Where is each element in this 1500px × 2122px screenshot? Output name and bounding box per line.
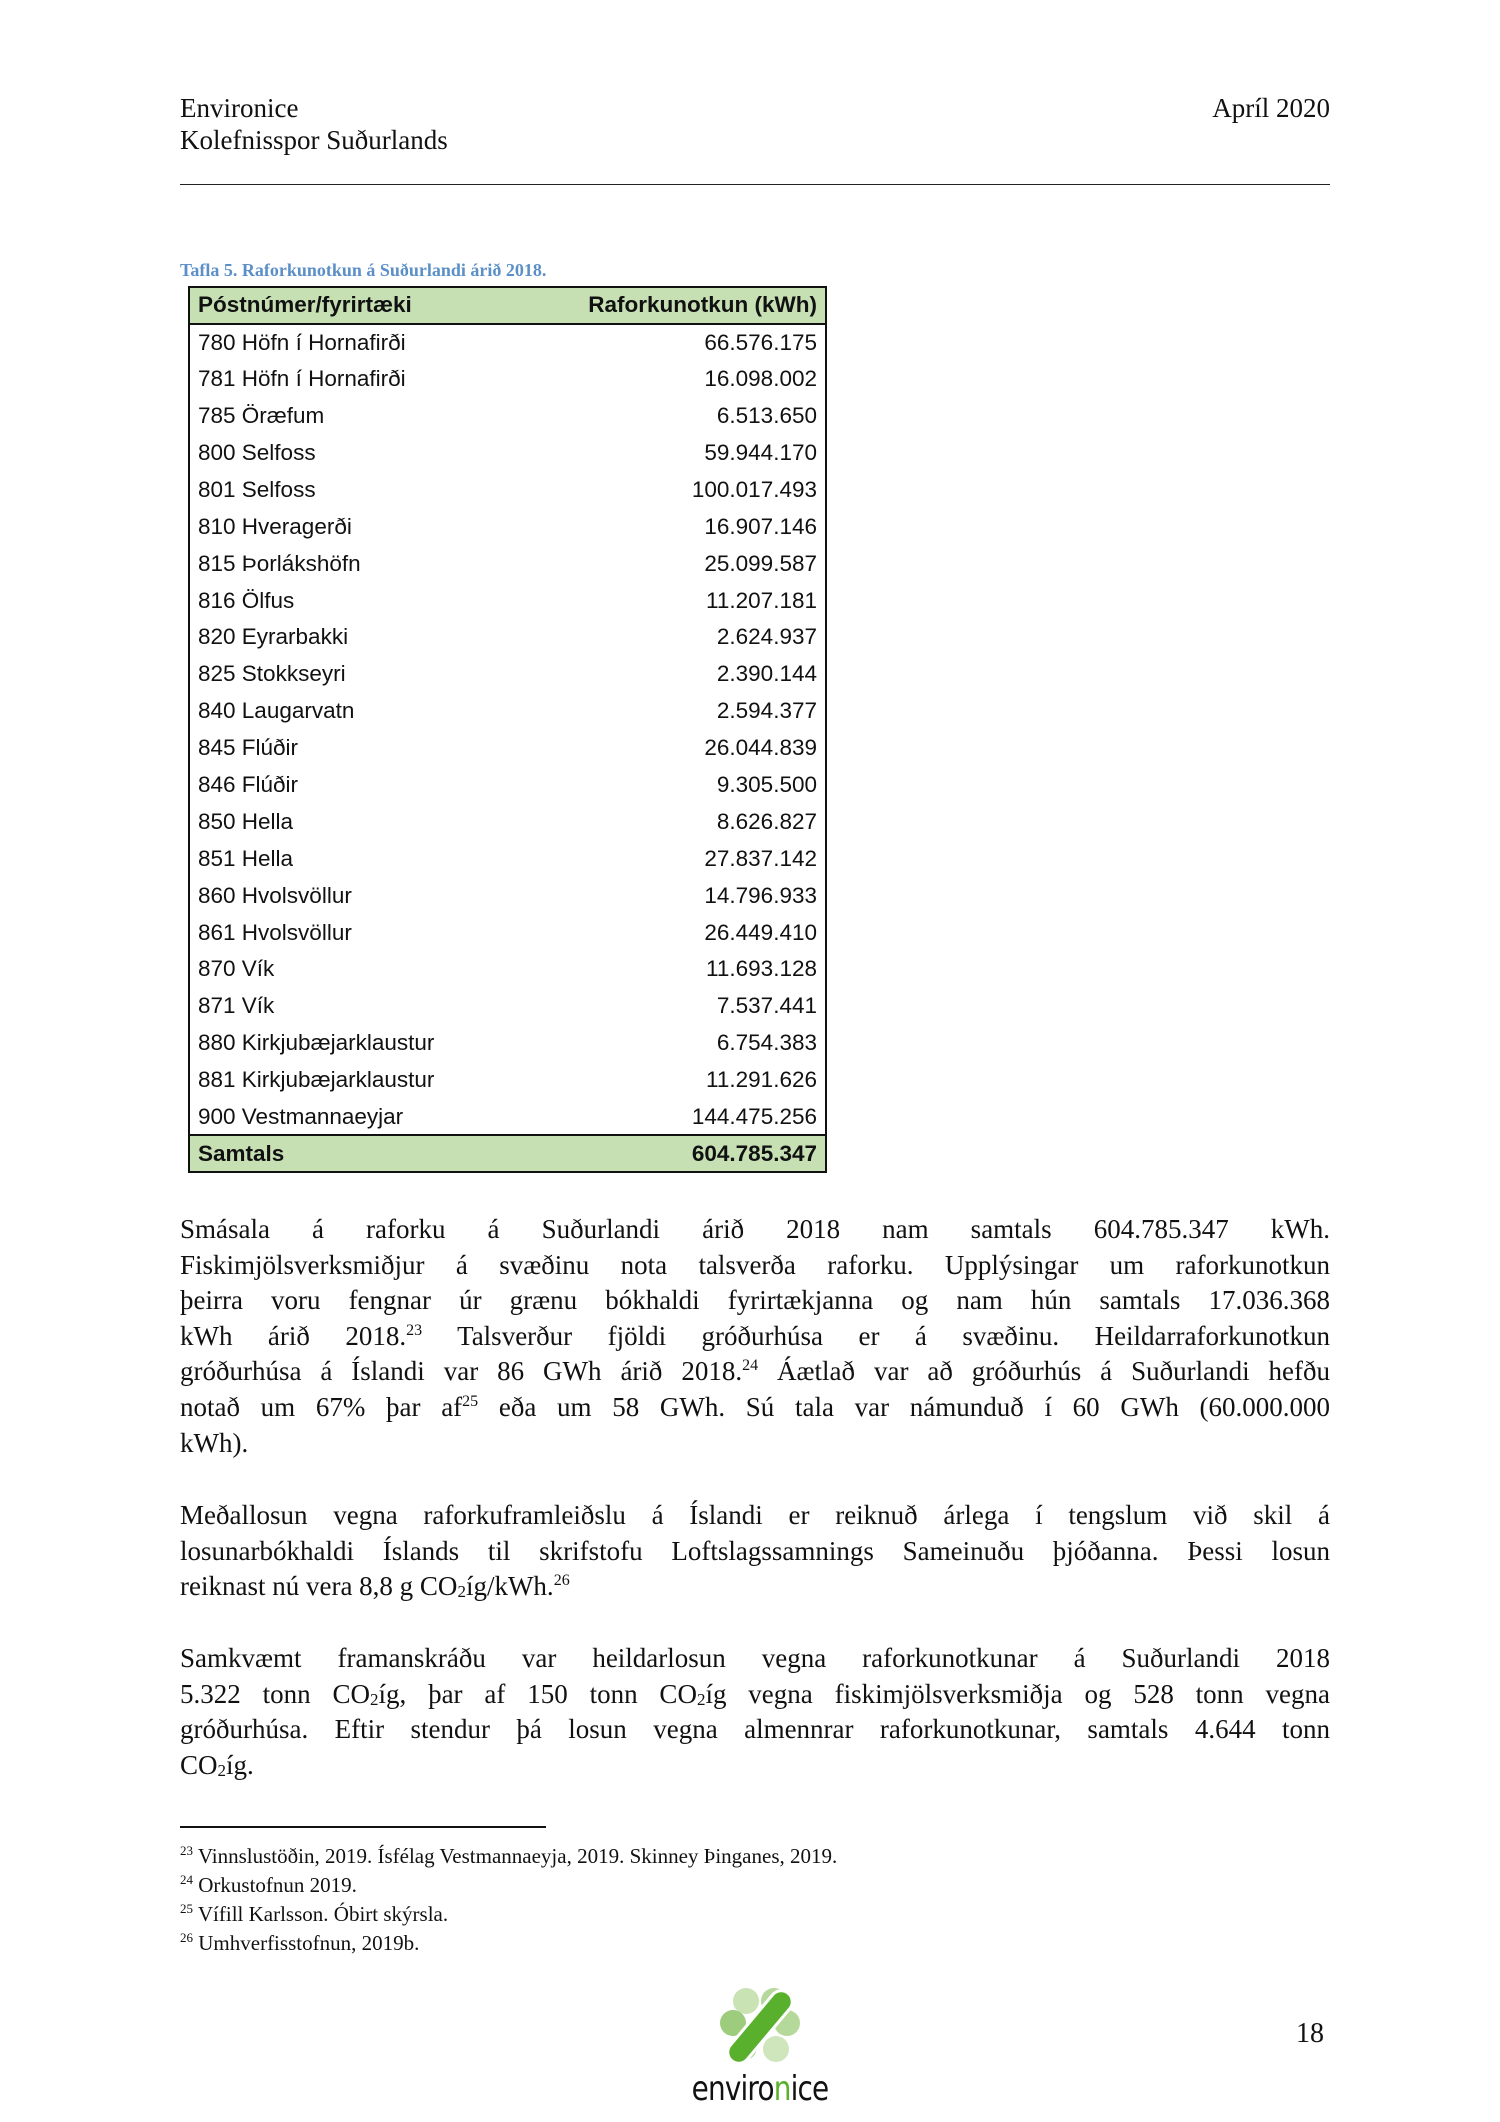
footnote-text: Vinnslustöðin, 2019. Ísfélag Vestmannaeyja, 2019. Skinney Þinganes, 2019. <box>197 1844 838 1868</box>
text-segment: íg vegna fiskimjölsverksmiðja og 528 tonn vegna <box>705 1678 1330 1709</box>
header-org: Environice <box>180 93 299 123</box>
text-segment: eða um 58 GWh. Sú tala var námunduð í 60 GWh (60.000.000 <box>478 1391 1330 1422</box>
table-row <box>189 398 826 435</box>
consumption-cell: 26.449.410 <box>704 919 817 945</box>
text-segment: þeirra voru fengnar úr grænu bókhaldi fyrirtækjanna og nam hún samtals 17.036.368 <box>180 1285 1330 1316</box>
header-divider <box>180 184 1330 185</box>
footnote-number: 26 <box>180 1930 193 1945</box>
text-line <box>180 1677 1330 1713</box>
location-cell: 871 Vík <box>198 993 275 1019</box>
location-cell: 785 Öræfum <box>198 403 325 429</box>
location-cell: 881 Kirkjubæjarklaustur <box>198 1067 435 1093</box>
consumption-cell: 66.576.175 <box>704 329 817 355</box>
consumption-cell: 16.907.146 <box>704 513 817 539</box>
table-row <box>189 582 826 619</box>
text-segment: kWh árið 2018. <box>180 1320 407 1351</box>
text-segment: reiknast nú vera 8,8 g CO <box>180 1571 458 1602</box>
table-row <box>189 545 826 582</box>
clover-logo-icon <box>665 1985 855 2070</box>
table-caption: Tafla 5. Raforkunotkun á Suðurlandi árið 2018. <box>180 260 547 280</box>
table-row <box>189 361 826 398</box>
body-paragraph <box>180 1498 1330 1605</box>
text-segment: íg/kWh. <box>465 1571 554 1602</box>
subscript: 2 <box>369 1689 379 1709</box>
consumption-cell: 27.837.142 <box>704 845 817 871</box>
table-row <box>189 988 826 1025</box>
text-segment: notað um 67% þar af <box>180 1391 463 1422</box>
text-line <box>180 1748 1330 1784</box>
table-row <box>189 693 826 730</box>
text-segment: gróðurhúsa á Íslandi var 86 GWh árið 2018. <box>180 1356 743 1387</box>
subscript: 2 <box>217 1760 227 1780</box>
consumption-cell: 11.291.626 <box>706 1067 817 1093</box>
text-line <box>180 1426 1330 1462</box>
location-cell: 861 Hvolsvöllur <box>198 919 352 945</box>
footnote-number: 25 <box>180 1901 193 1916</box>
environice-logo <box>665 1985 855 2115</box>
location-cell: 850 Hella <box>198 808 294 834</box>
text-segment: Meðallosun vegna raforkuframleiðslu á Íslandi er reiknuð árlega í tengslum við skil á <box>180 1500 1330 1530</box>
total-label: Samtals <box>189 1135 512 1172</box>
total-value: 604.785.347 <box>512 1135 826 1172</box>
text-segment: Talsverður fjöldi gróðurhúsa er á svæðinu. Heildarraforkunotkun <box>422 1320 1330 1351</box>
logo-text: enviro <box>691 2069 774 2109</box>
consumption-cell: 59.944.170 <box>704 440 817 465</box>
consumption-cell: 14.796.933 <box>704 882 817 908</box>
text-segment: losunarbókhaldi Íslands til skrifstofu Loftslagssamnings Sameinuðu þjóðanna. Þessi losun <box>180 1535 1330 1566</box>
body-paragraph <box>180 1212 1330 1461</box>
page-number: 18 <box>1296 2018 1324 2049</box>
consumption-cell: 6.754.383 <box>716 1030 817 1056</box>
column-header: Raforkunotkun (kWh) <box>512 287 826 324</box>
table-row <box>189 1062 826 1099</box>
table-row <box>189 656 826 693</box>
text-line <box>180 1712 1330 1748</box>
footnote-ref[interactable]: 23 <box>406 1321 423 1339</box>
consumption-cell: 7.537.441 <box>716 993 817 1019</box>
footnote-ref[interactable]: 24 <box>742 1357 759 1375</box>
table-row <box>189 951 826 988</box>
location-cell: 801 Selfoss <box>198 476 316 502</box>
text-segment: Smásala á raforku á Suðurlandi árið 2018 nam samtals 604.785.347 kWh. <box>180 1214 1330 1244</box>
logo-text: ice <box>790 2069 829 2109</box>
location-cell: 800 Selfoss <box>198 440 316 465</box>
text-segment: Samkvæmt framanskráðu var heildarlosun vegna raforkunotkunar á Suðurlandi 2018 <box>180 1643 1330 1673</box>
footnote-number: 24 <box>180 1872 193 1887</box>
footnote <box>180 1842 837 1871</box>
consumption-cell: 2.390.144 <box>716 661 817 687</box>
footnote-ref[interactable]: 26 <box>553 1572 570 1590</box>
location-cell: 880 Kirkjubæjarklaustur <box>198 1030 435 1056</box>
text-segment: gróðurhúsa. Eftir stendur þá losun vegna almennrar raforkunotkunar, samtals 4.644 tonn <box>180 1714 1330 1745</box>
consumption-cell: 144.475.256 <box>691 1103 817 1129</box>
table-row <box>189 1025 826 1062</box>
header-date: Apríl 2020 <box>1212 93 1330 123</box>
table-row <box>189 508 826 545</box>
text-line <box>180 1354 1330 1390</box>
consumption-cell: 8.626.827 <box>716 808 817 834</box>
text-line <box>180 1390 1330 1426</box>
table-row <box>189 803 826 840</box>
body-paragraph <box>180 1641 1330 1783</box>
table-row <box>189 619 826 656</box>
text-line <box>180 1212 1330 1248</box>
table-row <box>189 1099 826 1136</box>
footnote <box>180 1871 357 1900</box>
consumption-cell: 11.693.128 <box>706 956 817 982</box>
electricity-table <box>188 286 827 1173</box>
location-cell: 781 Höfn í Hornafirði <box>198 366 406 392</box>
footnote-divider <box>180 1826 546 1828</box>
header-doc-title: Kolefnisspor Suðurlands <box>180 125 448 155</box>
consumption-cell: 16.098.002 <box>704 366 817 392</box>
text-segment: 5.322 tonn CO <box>180 1678 370 1709</box>
table-row <box>189 767 826 804</box>
text-segment: íg, þar af 150 tonn CO <box>378 1678 697 1709</box>
table-row <box>189 840 826 877</box>
location-cell: 900 Vestmannaeyjar <box>198 1103 404 1129</box>
footnote-number: 23 <box>180 1843 193 1858</box>
text-line <box>180 1283 1330 1319</box>
table-row <box>189 435 826 472</box>
text-segment: Fiskimjölsverksmiðjur á svæðinu nota talsverða raforku. Upplýsingar um raforkunotkun <box>180 1249 1330 1280</box>
table-row <box>189 324 826 361</box>
text-segment: kWh). <box>180 1427 249 1458</box>
location-cell: 820 Eyrarbakki <box>198 624 349 650</box>
footnote <box>180 1900 448 1929</box>
location-cell: 816 Ölfus <box>198 587 295 613</box>
header-left <box>180 92 448 156</box>
consumption-cell: 26.044.839 <box>704 735 817 761</box>
consumption-cell: 2.624.937 <box>716 624 817 650</box>
location-cell: 860 Hvolsvöllur <box>198 882 352 908</box>
location-cell: 825 Stokkseyri <box>198 661 346 687</box>
consumption-cell: 100.017.493 <box>691 476 817 502</box>
text-line <box>180 1534 1330 1570</box>
logo-wordmark <box>682 2069 838 2109</box>
location-cell: 815 Þorlákshöfn <box>198 550 361 576</box>
table-row <box>189 471 826 508</box>
footnote-text: Umhverfisstofnun, 2019b. <box>198 1931 420 1955</box>
location-cell: 851 Hella <box>198 845 294 871</box>
table-header-row <box>189 287 826 324</box>
text-line <box>180 1319 1330 1355</box>
location-cell: 780 Höfn í Hornafirði <box>198 329 406 355</box>
location-cell: 845 Flúðir <box>198 735 299 761</box>
text-line <box>180 1498 1330 1534</box>
consumption-cell: 2.594.377 <box>716 698 817 724</box>
logo-text-accent: n <box>773 2069 791 2109</box>
table-row <box>189 730 826 767</box>
location-cell: 810 Hveragerði <box>198 513 352 539</box>
table-row <box>189 914 826 951</box>
consumption-cell: 25.099.587 <box>704 550 817 576</box>
footnote-ref[interactable]: 25 <box>462 1392 479 1410</box>
consumption-cell: 6.513.650 <box>716 403 817 429</box>
text-segment: CO <box>180 1749 218 1780</box>
text-line <box>180 1641 1330 1677</box>
column-header: Póstnúmer/fyrirtæki <box>189 287 512 324</box>
table-row <box>189 877 826 914</box>
text-segment: Áætlað var að gróðurhús á Suðurlandi hefðu <box>758 1356 1330 1387</box>
text-line <box>180 1248 1330 1284</box>
location-cell: 870 Vík <box>198 956 275 982</box>
text-line <box>180 1569 1330 1605</box>
consumption-cell: 11.207.181 <box>706 587 817 613</box>
footnote-text: Orkustofnun 2019. <box>198 1873 357 1897</box>
location-cell: 840 Laugarvatn <box>198 698 355 724</box>
footnote-text: Vífill Karlsson. Óbirt skýrsla. <box>197 1902 449 1926</box>
subscript: 2 <box>457 1582 466 1602</box>
location-cell: 846 Flúðir <box>198 772 299 798</box>
subscript: 2 <box>696 1689 706 1709</box>
footnote <box>180 1929 419 1958</box>
text-segment: íg. <box>226 1749 254 1780</box>
table-total-row <box>189 1135 826 1172</box>
consumption-cell: 9.305.500 <box>716 772 817 798</box>
